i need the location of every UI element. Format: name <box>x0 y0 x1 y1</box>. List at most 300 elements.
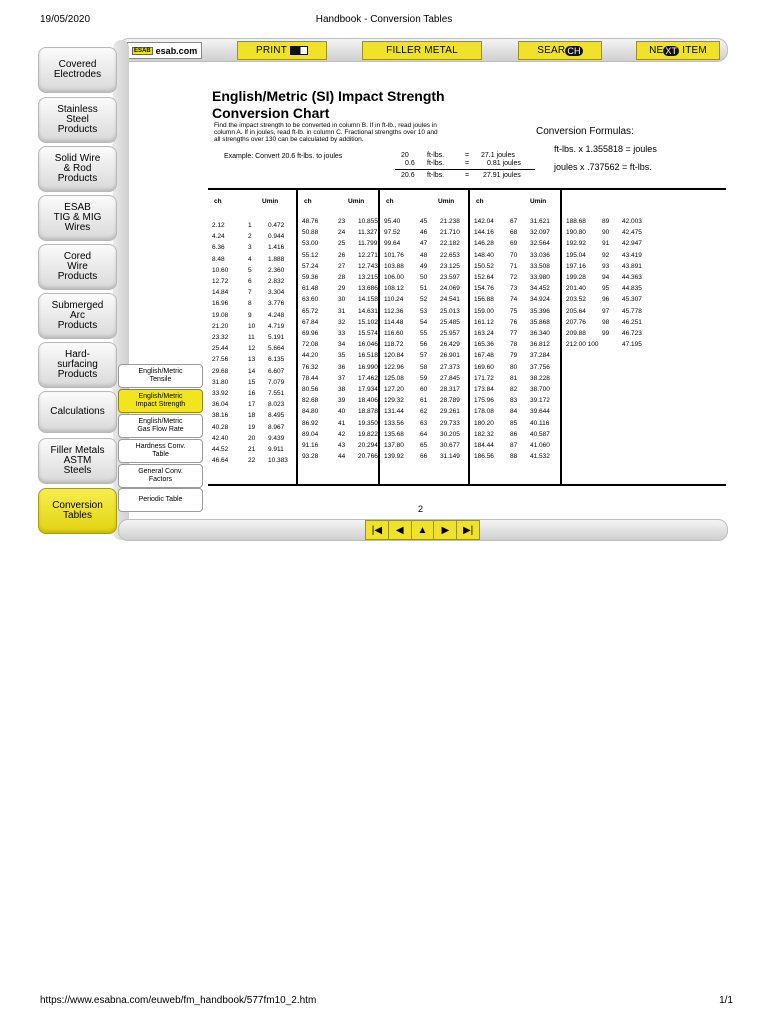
next-label-post: ITEM <box>679 45 707 56</box>
next-icon[interactable]: ▶ <box>433 521 456 539</box>
subnav-label: English/Metric Impact Strength <box>135 393 186 408</box>
ch-value: 195.04 <box>566 251 586 259</box>
row-index: 64 <box>420 430 428 438</box>
page-number: 2 <box>418 504 424 514</box>
nav-label: ESAB TIG & MIG Wires <box>53 202 102 233</box>
umin-value: 33.980 <box>530 274 550 281</box>
row-index: 40 <box>338 408 346 416</box>
row-index: 3 <box>248 244 252 252</box>
row-index: 53 <box>420 307 428 315</box>
row-index: 25 <box>338 240 346 248</box>
row-index: 80 <box>510 363 518 371</box>
row-index: 46 <box>420 229 428 237</box>
ch-value: 167.48 <box>474 352 494 360</box>
ch-value: 44.20 <box>302 352 319 360</box>
row-index: 49 <box>420 262 428 270</box>
umin-value: 29.261 <box>440 408 460 416</box>
row-index: 86 <box>510 430 518 438</box>
subnav-label: English/Metric Tensile <box>138 368 183 383</box>
row-index: 68 <box>510 229 518 237</box>
ch-value: 173.84 <box>474 386 494 393</box>
umin-value: 31.149 <box>440 453 460 461</box>
calc-value: 20.6 <box>401 172 415 179</box>
ch-value: 180.20 <box>474 419 494 427</box>
umin-value: 46.251 <box>622 318 642 326</box>
row-index: 36 <box>338 363 346 371</box>
umin-value: 10.855 <box>358 218 378 225</box>
umin-value: 14.158 <box>358 296 378 304</box>
ch-value: 146.28 <box>474 240 494 248</box>
row-index: 91 <box>602 240 610 248</box>
ch-value: 152.64 <box>474 274 494 281</box>
umin-value: 34.452 <box>530 285 550 293</box>
umin-value: 31.621 <box>530 218 550 225</box>
umin-value: 35.868 <box>530 318 550 326</box>
ch-value: 139.92 <box>384 453 404 461</box>
ch-value: 67.84 <box>302 318 319 326</box>
row-index: 31 <box>338 307 346 315</box>
subnav-periodic-table[interactable] <box>118 488 203 512</box>
umin-value: 42.475 <box>622 229 642 237</box>
print-page: 1/1 <box>719 995 733 1006</box>
row-index: 72 <box>510 274 518 281</box>
umin-value: 29.733 <box>440 419 460 427</box>
formula-ftlbs-to-joules: ft-lbs. x 1.355818 = joules <box>554 144 657 154</box>
ch-value: 63.60 <box>302 296 319 304</box>
row-index: 4 <box>248 255 252 263</box>
ch-value: 12.72 <box>212 278 229 285</box>
ch-value: 48.76 <box>302 218 319 225</box>
row-index: 67 <box>510 218 518 225</box>
ch-value: 82.68 <box>302 397 319 405</box>
calc-result: 27.1 joules <box>481 152 515 159</box>
row-index: 96 <box>602 296 610 304</box>
ch-value: 197.16 <box>566 262 586 270</box>
print-url: https://www.esabna.com/euweb/fm_handbook/577fm10_2.htm <box>40 995 317 1006</box>
ch-value: 76.32 <box>302 363 319 371</box>
row-index: 16 <box>248 390 256 397</box>
row-index: 20 <box>248 434 256 442</box>
column-header-ch: ch <box>476 198 484 205</box>
nav-stainless-steel[interactable] <box>38 97 117 143</box>
umin-value: 8.967 <box>268 423 285 431</box>
nav-label: Calculations <box>50 406 105 417</box>
esab-logo-mark: ESAB <box>134 47 151 54</box>
ch-value: 16.96 <box>212 300 229 308</box>
umin-value: 16.990 <box>358 363 378 371</box>
ch-value: 53.00 <box>302 240 319 248</box>
row-index: 24 <box>338 229 346 237</box>
ch-value: 165.36 <box>474 341 494 349</box>
ch-value: 142.04 <box>474 218 494 225</box>
row-index: 60 <box>420 386 428 393</box>
ch-value: 29.68 <box>212 367 229 375</box>
nav-cored-wire[interactable] <box>38 244 117 290</box>
calc-eq: = <box>465 152 470 159</box>
row-index: 14 <box>248 367 256 375</box>
umin-value: 27.845 <box>440 374 460 382</box>
formulas-title: Conversion Formulas: <box>536 126 634 137</box>
row-index: 78 <box>510 341 518 349</box>
instructions: Find the impact strength to be converted in column B. If in ft-lb., read joules in column A. If in joules, read ft-lb. in column C. Fractional strengths over 10 and all strengths over 130 can be calculated by addition. <box>214 122 438 143</box>
calc-unit: ft-lbs. <box>427 152 445 159</box>
ch-value: 93.28 <box>302 453 319 461</box>
nav-conversion-tables[interactable] <box>38 488 117 534</box>
row-index: 61 <box>420 397 428 405</box>
row-index: 19 <box>248 423 256 431</box>
umin-value: 28.317 <box>440 386 460 393</box>
ch-value: 23.32 <box>212 334 229 341</box>
ch-value: 112.36 <box>384 307 404 315</box>
calc-result: 27.91 joules <box>483 172 521 179</box>
esab-logo[interactable] <box>127 42 202 59</box>
umin-value: 36.340 <box>530 330 550 337</box>
umin-value: 11.327 <box>358 229 378 237</box>
umin-value: 3.776 <box>268 300 285 308</box>
umin-value: 8.023 <box>268 401 285 409</box>
ch-value: 192.92 <box>566 240 586 248</box>
umin-value: 24.069 <box>440 285 460 293</box>
umin-value: 16.518 <box>358 352 378 360</box>
ch-value: 72.08 <box>302 341 319 349</box>
umin-value: 21.238 <box>440 218 460 225</box>
first-icon[interactable]: |◀ <box>371 524 383 536</box>
ch-value: 156.88 <box>474 296 494 304</box>
umin-value: 32.097 <box>530 229 550 237</box>
umin-value: 33.036 <box>530 251 550 259</box>
column-header-umin: Umin <box>348 198 365 205</box>
ch-value: 69.96 <box>302 330 319 337</box>
row-index: 26 <box>338 251 346 259</box>
calc-unit: ft-lbs. <box>427 160 445 167</box>
umin-value: 0.472 <box>268 222 285 229</box>
calc-unit: ft-lbs. <box>427 172 445 179</box>
ch-value: 169.60 <box>474 363 494 371</box>
ch-value: 199.28 <box>566 274 586 281</box>
umin-value: 44.363 <box>622 274 642 281</box>
ch-value: 150.52 <box>474 262 494 270</box>
row-index: 7 <box>248 289 252 297</box>
row-index: 54 <box>420 318 428 326</box>
row-index: 63 <box>420 419 428 427</box>
row-index: 75 <box>510 307 518 315</box>
table-column <box>378 190 468 484</box>
row-index: 89 <box>602 218 610 225</box>
nav-solid-wire[interactable] <box>38 146 117 192</box>
row-index: 77 <box>510 330 518 337</box>
row-index: 43 <box>338 442 346 449</box>
next-item-button[interactable] <box>636 41 720 60</box>
row-index: 73 <box>510 285 518 293</box>
row-index: 79 <box>510 352 518 360</box>
umin-value: 47.195 <box>622 341 642 349</box>
ch-value: 55.12 <box>302 251 319 259</box>
ch-value: 33.92 <box>212 390 229 397</box>
filler-metal-label: FILLER METAL <box>386 45 458 56</box>
row-index: 44 <box>338 453 346 461</box>
ch-value: 25.44 <box>212 345 229 353</box>
ch-value: 19.08 <box>212 311 229 319</box>
last-icon[interactable]: ▶| <box>456 521 479 539</box>
ch-value: 171.72 <box>474 374 494 382</box>
row-index: 51 <box>420 285 428 293</box>
ch-value: 127.20 <box>384 386 404 393</box>
umin-value: 1.416 <box>268 244 285 252</box>
ch-value: 42.40 <box>212 434 229 442</box>
umin-value: 39.644 <box>530 408 550 416</box>
row-index: 47 <box>420 240 428 248</box>
calc-value: 0.6 <box>405 160 415 167</box>
nav-calculations[interactable] <box>38 391 117 433</box>
umin-value: 12.743 <box>358 262 378 270</box>
column-header-ch: ch <box>304 198 312 205</box>
row-index: 97 <box>602 307 610 315</box>
table-column <box>560 190 652 484</box>
umin-value: 27.373 <box>440 363 460 371</box>
umin-value: 3.304 <box>268 289 285 297</box>
ch-value: 40.28 <box>212 423 229 431</box>
nav-filler-metals-astm[interactable] <box>38 438 117 484</box>
ch-value: 190.80 <box>566 229 586 237</box>
filler-metal-button[interactable] <box>362 41 482 60</box>
umin-value: 41.532 <box>530 453 550 461</box>
umin-value: 44.835 <box>622 285 642 293</box>
subnav-label: Hardness Conv. Table <box>135 443 186 458</box>
row-index: 92 <box>602 251 610 259</box>
ch-value: 188.68 <box>566 218 586 225</box>
row-index: 10 <box>248 322 256 330</box>
umin-value: 32.564 <box>530 240 550 248</box>
search-label: SEAR <box>537 45 566 56</box>
table-column <box>468 190 560 484</box>
umin-value: 15.102 <box>358 318 378 326</box>
calc-result: 0.81 joules <box>487 160 521 167</box>
row-index: 37 <box>338 374 346 382</box>
ch-value: 163.24 <box>474 330 494 337</box>
row-index: 29 <box>338 285 346 293</box>
print-date: 19/05/2020 <box>40 14 91 25</box>
row-index: 42 <box>338 430 346 438</box>
row-index: 38 <box>338 386 346 393</box>
umin-value: 34.924 <box>530 296 550 304</box>
nav-esab-tig-mig[interactable] <box>38 195 117 241</box>
row-index: 56 <box>420 341 428 349</box>
umin-value: 7.551 <box>268 390 285 397</box>
row-index: 41 <box>338 419 346 427</box>
ch-value: 184.44 <box>474 442 494 449</box>
up-icon[interactable]: ▲ <box>411 521 434 539</box>
ch-value: 59.36 <box>302 274 319 281</box>
esab-logo-text: esab.com <box>155 45 198 56</box>
ch-value: 110.24 <box>384 296 404 304</box>
row-index: 17 <box>248 401 256 409</box>
calc-rule <box>395 169 535 170</box>
row-index: 22 <box>248 457 256 465</box>
ch-value: 84.80 <box>302 408 319 416</box>
column-header-ch: ch <box>214 198 222 205</box>
umin-value: 22.653 <box>440 251 460 259</box>
ch-value: 137.80 <box>384 442 404 449</box>
umin-value: 20.294 <box>358 442 378 449</box>
ch-value: 135.68 <box>384 430 404 438</box>
row-index: 2 <box>248 233 252 241</box>
umin-value: 14.631 <box>358 307 378 315</box>
nav-label: Covered Electrodes <box>53 59 102 80</box>
ch-value: 57.24 <box>302 262 319 270</box>
row-index: 32 <box>338 318 346 326</box>
ch-value: 80.56 <box>302 386 319 393</box>
umin-value: 43.419 <box>622 251 642 259</box>
row-index: 52 <box>420 296 428 304</box>
umin-value: 19.822 <box>358 430 378 438</box>
nav-hardsurfacing[interactable] <box>38 342 117 388</box>
ch-value: 154.76 <box>474 285 494 293</box>
row-index: 74 <box>510 296 518 304</box>
umin-value: 18.406 <box>358 397 378 405</box>
ch-value: 207.76 <box>566 318 586 326</box>
ch-value: 120.84 <box>384 352 404 360</box>
row-index: 5 <box>248 266 252 274</box>
nav-label: Submerged Arc Products <box>51 300 104 331</box>
ch-value: 31.80 <box>212 378 229 386</box>
umin-value: 15.574 <box>358 330 378 337</box>
umin-value: 10.383 <box>268 457 288 465</box>
column-header-umin: Umin <box>438 198 455 205</box>
ch-value: 161.12 <box>474 318 494 326</box>
conversion-table <box>208 188 726 486</box>
umin-value: 28.789 <box>440 397 460 405</box>
prev-icon[interactable]: ◀ <box>388 521 411 539</box>
column-header-ch: ch <box>386 198 394 205</box>
column-header-umin: Umin <box>530 198 547 205</box>
row-index: 45 <box>420 218 428 225</box>
row-index: 76 <box>510 318 518 326</box>
print-title: Handbook - Conversion Tables <box>315 14 453 25</box>
row-index: 66 <box>420 453 428 461</box>
umin-value: 46.723 <box>622 330 642 337</box>
row-index: 21 <box>248 446 256 453</box>
umin-value: 26.429 <box>440 341 460 349</box>
umin-value: 38.700 <box>530 386 550 393</box>
umin-value: 5.191 <box>268 334 285 341</box>
next-label-pre: NE <box>649 45 664 56</box>
nav-label: Conversion Tables <box>52 500 103 521</box>
ch-value: 201.40 <box>566 285 586 293</box>
row-index: 69 <box>510 240 518 248</box>
ch-value: 209.88 <box>566 330 586 337</box>
ch-value: 144.16 <box>474 229 494 237</box>
ch-value: 125.08 <box>384 374 404 382</box>
row-index: 85 <box>510 419 518 427</box>
formula-joules-to-ftlbs: joules x .737562 = ft-lbs. <box>554 162 652 172</box>
umin-value: 16.046 <box>358 341 378 349</box>
calc-eq: = <box>465 172 470 179</box>
umin-value: 45.307 <box>622 296 642 304</box>
ch-value: 131.44 <box>384 408 404 416</box>
umin-value: 4.719 <box>268 322 285 330</box>
umin-value: 17.462 <box>358 374 378 382</box>
ch-value: 97.52 <box>384 229 401 237</box>
nav-label: Cored Wire Products <box>57 251 98 282</box>
umin-value: 0.944 <box>268 233 285 241</box>
print-label: PRINT <box>256 45 287 56</box>
row-index: 84 <box>510 408 518 416</box>
search-button[interactable] <box>518 41 602 60</box>
umin-value: 40.116 <box>530 419 550 427</box>
ch-value: 86.92 <box>302 419 319 427</box>
next-mark: XT <box>665 45 678 56</box>
ch-value: 95.40 <box>384 218 401 225</box>
umin-value: 4.248 <box>268 311 285 319</box>
row-index: 35 <box>338 352 346 360</box>
row-index: 27 <box>338 262 346 270</box>
umin-value: 13.215 <box>358 274 378 281</box>
nav-label: Hard- surfacing Products <box>57 349 98 380</box>
umin-value: 6.135 <box>268 356 285 364</box>
row-index: 48 <box>420 251 428 259</box>
page-title: English/Metric (SI) Impact Strength Conversion Chart <box>212 88 445 121</box>
umin-value: 37.756 <box>530 363 550 371</box>
row-index: 39 <box>338 397 346 405</box>
umin-value: 17.934 <box>358 386 378 393</box>
row-index: 33 <box>338 330 346 337</box>
subnav-hardness[interactable] <box>118 439 203 463</box>
ch-value: 103.88 <box>384 262 404 270</box>
ch-value: 99.64 <box>384 240 401 248</box>
ch-value: 118.72 <box>384 341 404 349</box>
subnav-tensile[interactable] <box>118 364 203 388</box>
ch-value: 89.04 <box>302 430 319 438</box>
umin-value: 2.832 <box>268 278 285 285</box>
row-index: 15 <box>248 378 256 386</box>
ch-value: 2.12 <box>212 222 225 229</box>
subnav-general-factors[interactable] <box>118 464 203 488</box>
umin-value: 22.182 <box>440 240 460 248</box>
umin-value: 6.607 <box>268 367 285 375</box>
ch-value: 44.52 <box>212 446 229 453</box>
umin-value: 45.778 <box>622 307 642 315</box>
subnav-impact-strength[interactable] <box>118 389 203 413</box>
row-index: 6 <box>248 278 252 285</box>
umin-value: 37.284 <box>530 352 550 360</box>
subnav-gas-flow[interactable] <box>118 414 203 438</box>
ch-value: 108.12 <box>384 285 404 293</box>
umin-value: 38.228 <box>530 374 550 382</box>
ch-value: 91.16 <box>302 442 319 449</box>
row-index: 13 <box>248 356 256 364</box>
row-index: 57 <box>420 352 428 360</box>
row-index: 70 <box>510 251 518 259</box>
umin-value: 9.439 <box>268 434 285 442</box>
printer-icon <box>290 46 308 55</box>
row-index: 1 <box>248 222 252 229</box>
row-index: 65 <box>420 442 428 449</box>
nav-label: Solid Wire & Rod Products <box>54 153 101 184</box>
row-index: 82 <box>510 386 518 393</box>
row-index: 87 <box>510 442 518 449</box>
nav-covered-electrodes[interactable] <box>38 47 117 93</box>
row-index: 62 <box>420 408 428 416</box>
umin-value: 25.485 <box>440 318 460 326</box>
subnav-label: Periodic Table <box>138 496 183 503</box>
row-index: 18 <box>248 412 256 420</box>
umin-value: 26.901 <box>440 352 460 360</box>
ch-value: 46.64 <box>212 457 229 465</box>
print-button[interactable] <box>237 41 327 60</box>
nav-submerged-arc[interactable] <box>38 293 117 339</box>
row-index: 28 <box>338 274 346 281</box>
row-index: 81 <box>510 374 518 382</box>
